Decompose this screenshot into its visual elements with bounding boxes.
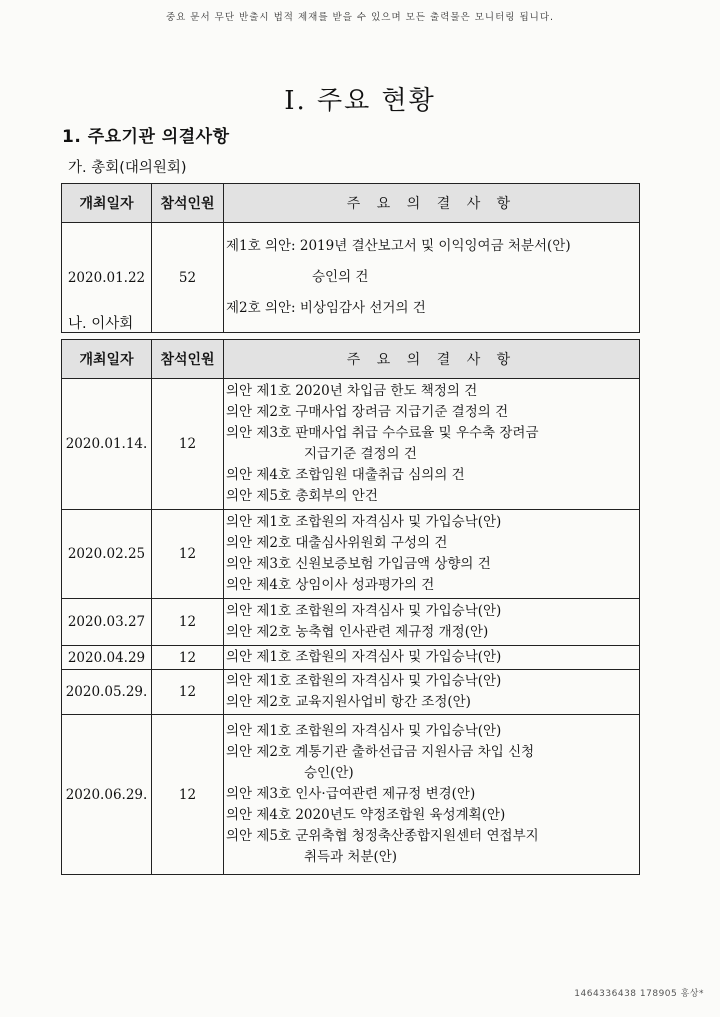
resolution-text: 의안 제4호 2020년도 약정조합원 육성계획(안) (226, 807, 506, 823)
table-row (62, 599, 640, 646)
header-count: 참석인원 (152, 340, 224, 379)
resolution-items (224, 379, 640, 510)
resolution-items (224, 599, 640, 646)
resolution-item (226, 554, 639, 575)
resolution-item (226, 533, 639, 554)
table-row (62, 379, 640, 510)
meeting-date: 2020.01.14. (62, 379, 152, 510)
resolution-text: 의안 제2호 교육지원사업비 항간 조정(안) (226, 694, 471, 710)
meeting-date: 2020.03.27 (62, 599, 152, 646)
resolution-item (226, 381, 639, 402)
resolution-continuation: 승인(안) (304, 765, 354, 781)
table-header-row (62, 184, 640, 223)
resolution-text: 의안 제2호 계통기관 출하선급금 지원사금 차입 신청 (226, 744, 535, 760)
confidential-notice: 중요 문서 무단 반출시 법적 제재를 받을 수 있으며 모든 출력물은 모니터링 됩니다. (165, 12, 555, 23)
resolution-text: 의안 제1호 조합원의 자격심사 및 가입승낙(안) (226, 723, 502, 739)
resolution-item (226, 465, 639, 486)
resolution-item (226, 601, 639, 622)
resolution-text: 의안 제3호 인사·급여관련 제규정 변경(안) (226, 786, 476, 802)
print-footer: 1464336438 178905 홍상* (574, 989, 704, 999)
header-date: 개최일자 (62, 184, 152, 223)
header-items: 주 요 의 결 사 항 (224, 184, 640, 223)
subsection-board: 나. 이사회 (68, 316, 134, 332)
resolution-items (224, 646, 640, 670)
resolution-text: 제2호 의안: 비상임감사 선거의 건 (226, 300, 426, 316)
resolution-text: 의안 제1호 조합원의 자격심사 및 가입승낙(안) (226, 649, 502, 665)
resolution-item (226, 622, 639, 643)
general-table-body (62, 223, 640, 333)
resolution-text: 의안 제3호 신원보증보험 가입금액 상향의 건 (226, 556, 491, 572)
meeting-date: 2020.04.29 (62, 646, 152, 670)
table-row (62, 223, 640, 333)
meeting-date: 2020.05.29. (62, 670, 152, 715)
resolution-text: 의안 제2호 구매사업 장려금 지급기준 결정의 건 (226, 404, 509, 420)
attendee-count: 12 (152, 646, 224, 670)
board-table-body (62, 379, 640, 875)
resolution-text: 의안 제1호 조합원의 자격심사 및 가입승낙(안) (226, 673, 502, 689)
resolution-text: 제1호 의안: 2019년 결산보고서 및 이익잉여금 처분서(안) (226, 238, 571, 254)
header-count: 참석인원 (152, 184, 224, 223)
attendee-count: 12 (152, 670, 224, 715)
general-assembly-table (61, 183, 640, 333)
resolution-text: 의안 제2호 대출심사위원회 구성의 건 (226, 535, 448, 551)
table-row (62, 510, 640, 599)
table-row (62, 646, 640, 670)
resolution-item (226, 721, 639, 742)
resolution-text: 의안 제1호 조합원의 자격심사 및 가입승낙(안) (226, 603, 502, 619)
page-title: I. 주요 현황 (284, 86, 436, 116)
resolution-item (226, 805, 639, 826)
table-header-row (62, 340, 640, 379)
resolution-items (224, 510, 640, 599)
resolution-text: 의안 제3호 판매사업 취급 수수료율 및 우수축 장려금 (226, 425, 539, 441)
resolution-item (226, 826, 639, 868)
attendee-count: 12 (152, 510, 224, 599)
resolution-item (226, 647, 639, 668)
resolution-item (226, 671, 639, 692)
meeting-date: 2020.06.29. (62, 715, 152, 875)
attendee-count: 12 (152, 715, 224, 875)
resolution-continuation: 취득과 처분(안) (304, 849, 398, 865)
resolution-item (226, 293, 639, 324)
table-row (62, 670, 640, 715)
resolution-text: 의안 제5호 총회부의 안건 (226, 488, 378, 504)
resolution-item (226, 402, 639, 423)
resolution-item (226, 742, 639, 784)
resolution-item (226, 486, 639, 507)
resolution-items (224, 223, 640, 333)
table-row (62, 715, 640, 875)
meeting-date: 2020.02.25 (62, 510, 152, 599)
resolution-item (226, 423, 639, 465)
section-heading: 1. 주요기관 의결사항 (62, 127, 230, 147)
resolution-text: 의안 제4호 상임이사 성과평가의 건 (226, 577, 435, 593)
resolution-text: 의안 제1호 조합원의 자격심사 및 가입승낙(안) (226, 514, 502, 530)
resolution-text: 의안 제2호 농축협 인사관련 제규정 개정(안) (226, 624, 489, 640)
attendee-count: 52 (152, 223, 224, 333)
board-table (61, 339, 640, 875)
meeting-date: 2020.01.22 (62, 223, 152, 333)
resolution-item (226, 512, 639, 533)
resolution-item (226, 231, 639, 293)
resolution-text: 의안 제5호 군위축협 청정축산종합지원센터 연접부지 (226, 828, 539, 844)
resolution-items (224, 715, 640, 875)
resolution-items (224, 670, 640, 715)
attendee-count: 12 (152, 379, 224, 510)
subsection-general-assembly: 가. 총회(대의원회) (68, 160, 187, 176)
header-items: 주 요 의 결 사 항 (224, 340, 640, 379)
header-date: 개최일자 (62, 340, 152, 379)
attendee-count: 12 (152, 599, 224, 646)
resolution-continuation: 지급기준 결정의 건 (304, 446, 417, 462)
resolution-item (226, 692, 639, 713)
resolution-continuation: 승인의 건 (312, 269, 369, 285)
resolution-text: 의안 제1호 2020년 차입금 한도 책정의 건 (226, 383, 478, 399)
resolution-text: 의안 제4호 조합임원 대출취급 심의의 건 (226, 467, 465, 483)
resolution-item (226, 575, 639, 596)
resolution-item (226, 784, 639, 805)
